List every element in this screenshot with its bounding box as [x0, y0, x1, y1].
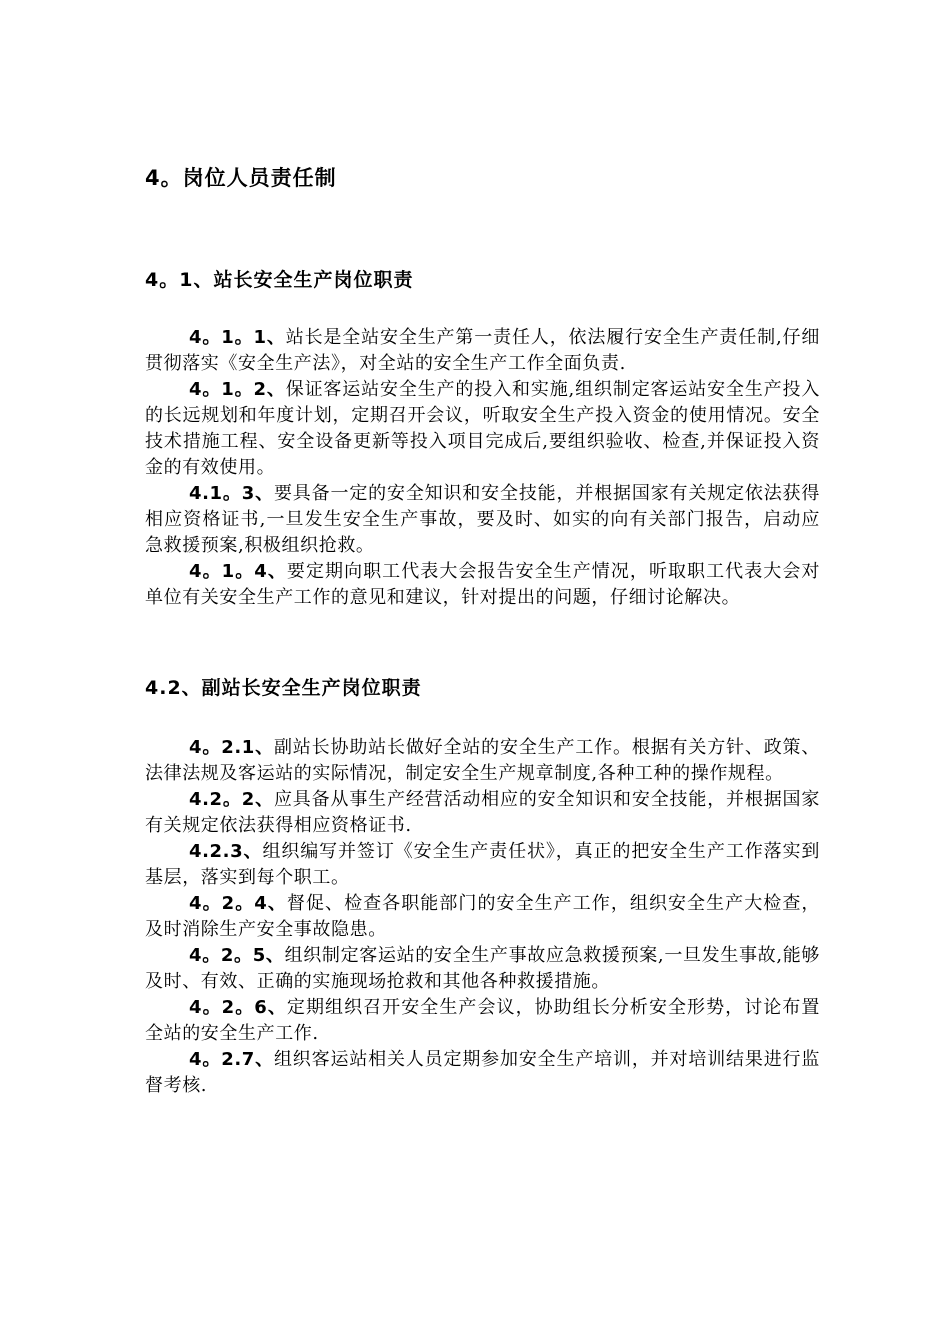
clause-4-1-1 [145, 325, 820, 377]
clause-text: 应具备从事生产经营活动相应的安全知识和安全技能，并根据国家有关规定依法获得相应资格证书. [145, 789, 820, 836]
clause-number: 4.2.3、 [189, 841, 263, 862]
clause-number: 4。2.1、 [189, 737, 274, 758]
clause-number: 4。1。1、 [189, 327, 286, 348]
clause-number: 4。2。6、 [189, 997, 287, 1018]
clause-4-2-2 [145, 787, 820, 839]
clause-4-2-6 [145, 995, 820, 1047]
clause-text: 组织编写并签订《安全生产责任状》，真正的把安全生产工作落实到基层，落实到每个职工。 [145, 841, 821, 888]
clause-4-2-1 [145, 735, 820, 787]
clause-text: 要定期向职工代表大会报告安全生产情况，听取职工代表大会对单位有关安全生产工作的意见和建议，针对提出的问题，仔细讨论解决。 [145, 561, 820, 608]
clause-4-2-7 [145, 1047, 820, 1099]
clause-number: 4。1。4、 [189, 561, 287, 582]
section-1-body [145, 325, 820, 611]
clause-4-1-3 [145, 481, 820, 559]
clause-number: 4。2。4、 [189, 893, 287, 914]
clause-text: 站长是全站安全生产第一责任人，依法履行安全生产责任制,仔细贯彻落实《安全生产法》，对全站的安全生产工作全面负责. [145, 327, 820, 374]
chapter-heading: 4。岗位人员责任制 [145, 166, 337, 190]
clause-text: 副站长协助站长做好全站的安全生产工作。根据有关方针、政策、法律法规及客运站的实际情况，制定安全生产规章制度,各种工种的操作规程。 [145, 737, 820, 784]
clause-number: 4.1。3、 [189, 483, 274, 504]
clause-number: 4。1。2、 [189, 379, 286, 400]
clause-text: 组织制定客运站的安全生产事故应急救援预案,一旦发生事故,能够及时、有效、正确的实施现场抢救和其他各种救援措施。 [145, 945, 820, 992]
clause-number: 4。2。5、 [189, 945, 285, 966]
section-1-title: 4。1、站长安全生产岗位职责 [145, 269, 414, 291]
clause-4-2-5 [145, 943, 820, 995]
clause-4-1-4 [145, 559, 820, 611]
clause-text: 定期组织召开安全生产会议，协助组长分析安全形势，讨论布置全站的安全生产工作. [145, 997, 820, 1044]
clause-text: 组织客运站相关人员定期参加安全生产培训，并对培训结果进行监督考核. [145, 1049, 820, 1096]
section-2-body [145, 735, 820, 1099]
clause-4-1-2 [145, 377, 820, 481]
clause-text: 督促、检查各职能部门的安全生产工作，组织安全生产大检查，及时消除生产安全事故隐患。 [145, 893, 820, 940]
clause-4-2-3 [145, 839, 820, 891]
clause-number: 4。2.7、 [189, 1049, 274, 1070]
section-2-title: 4.2、副站长安全生产岗位职责 [145, 677, 422, 699]
clause-number: 4.2。2、 [189, 789, 274, 810]
clause-text: 保证客运站安全生产的投入和实施,组织制定客运站安全生产投入的长远规划和年度计划，定期召开会议，听取安全生产投入资金的使用情况。安全技术措施工程、安全设备更新等投入项目完成后,要组织验收、检查,并保证投入资金的有效使用。 [145, 379, 820, 478]
clause-text: 要具备一定的安全知识和安全技能，并根据国家有关规定依法获得相应资格证书,一旦发生安全生产事故，要及时、如实的向有关部门报告，启动应急救援预案,积极组织抢救。 [145, 483, 820, 556]
clause-4-2-4 [145, 891, 820, 943]
